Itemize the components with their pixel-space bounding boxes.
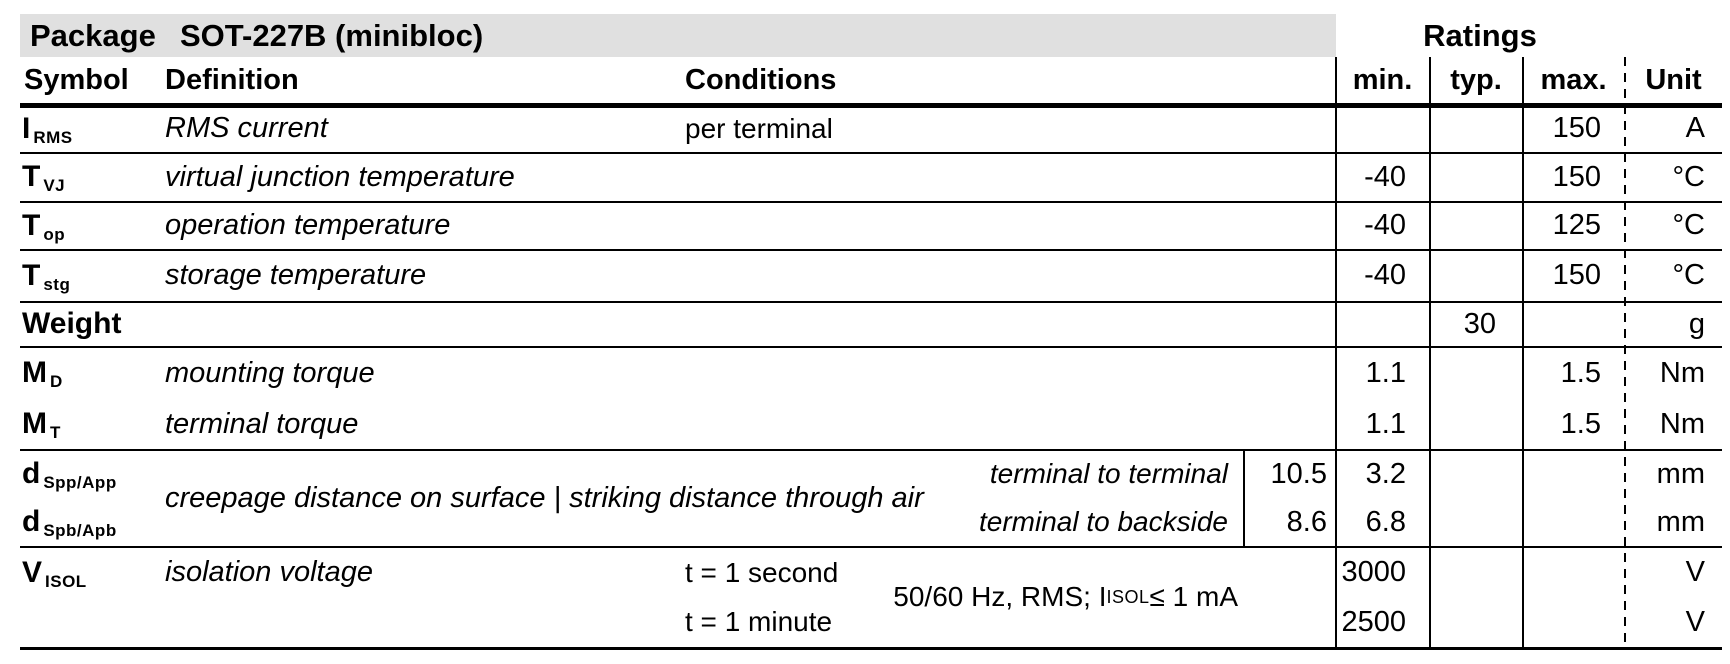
symbol-subscript: Spp/App	[43, 473, 117, 492]
conditions-cell: t = 1 minute	[685, 606, 833, 637]
shared-condition-subscript: ISOL	[1106, 586, 1150, 607]
symbol-base: Weight	[22, 307, 122, 340]
max-cell: 150	[1552, 112, 1601, 144]
unit-cell: A	[1685, 112, 1705, 144]
symbol-base: d	[22, 505, 41, 538]
min-cell: -40	[1364, 160, 1406, 193]
ratings-label: Ratings	[1423, 17, 1537, 53]
min-cell: 6.8	[1365, 505, 1406, 538]
symbol-cell	[22, 250, 70, 301]
definition-cell: virtual junction temperature	[165, 160, 515, 193]
symbol-cell	[22, 498, 117, 546]
typ-cell	[1430, 153, 1496, 201]
max-cell: 150	[1552, 259, 1601, 291]
symbol-base: T	[22, 160, 41, 193]
conditions-cell: per terminal	[685, 112, 833, 144]
typ-cell	[1430, 105, 1496, 152]
unit-cell: Nm	[1659, 356, 1705, 389]
max-cell: 125	[1552, 209, 1601, 241]
unit-cell: °C	[1672, 209, 1705, 241]
symbol-base: I	[22, 111, 31, 145]
symbol-subscript: D	[50, 372, 63, 391]
definition-cell: terminal torque	[165, 407, 359, 440]
symbol-cell	[22, 399, 61, 449]
symbol-base: d	[22, 457, 41, 490]
symbol-cell	[22, 202, 65, 249]
typ-cell	[1430, 348, 1496, 398]
symbol-subscript: stg	[43, 274, 71, 294]
unit-cell: V	[1685, 605, 1705, 638]
unit-cell: V	[1685, 556, 1705, 588]
symbol-cell	[22, 153, 65, 201]
max-cell: 150	[1552, 160, 1601, 193]
col-header-symbol: Symbol	[24, 63, 129, 96]
symbol-subscript: VJ	[43, 176, 66, 195]
col-header-unit: Unit	[1645, 63, 1702, 96]
col-header-definition: Definition	[165, 63, 299, 96]
definition-cell: RMS current	[165, 112, 328, 144]
definition-cell: operation temperature	[165, 209, 451, 241]
symbol-cell	[22, 348, 63, 398]
symbol-subscript: T	[50, 423, 61, 442]
unit-cell: mm	[1656, 505, 1705, 538]
unit-cell: °C	[1672, 160, 1705, 193]
distance-cell: 8.6	[1286, 505, 1327, 538]
min-cell: 3.2	[1365, 457, 1406, 490]
definition-cell: creepage distance on surface | striking distance through air	[165, 482, 924, 514]
symbol-subscript: op	[43, 224, 66, 244]
symbol-cell	[22, 450, 117, 498]
min-cell: 1.1	[1365, 356, 1406, 389]
package-label: Package	[30, 17, 156, 53]
symbol-base: T	[22, 208, 41, 242]
min-cell: -40	[1364, 209, 1406, 241]
package-value: SOT-227B (minibloc)	[180, 17, 484, 53]
bottom-rule	[20, 647, 1722, 650]
symbol-base: V	[22, 555, 43, 589]
min-cell: 1.1	[1365, 407, 1406, 440]
typ-cell	[1430, 202, 1496, 249]
max-cell: 1.5	[1560, 356, 1601, 389]
max-cell	[1523, 302, 1601, 346]
symbol-subscript: RMS	[33, 127, 73, 147]
symbol-subscript: ISOL	[45, 571, 87, 591]
unit-cell: °C	[1672, 259, 1705, 291]
conditions-cell: terminal to backside	[978, 506, 1228, 537]
min-cell	[1336, 302, 1406, 346]
symbol-base: M	[22, 356, 47, 389]
symbol-cell	[22, 548, 87, 597]
unit-cell: Nm	[1659, 407, 1705, 440]
typ-cell: 30	[1463, 307, 1496, 340]
definition-cell: storage temperature	[165, 259, 427, 291]
shared-condition-suffix: ≤ 1 mA	[1149, 581, 1238, 612]
definition-cell: mounting torque	[165, 356, 375, 389]
col-header-typ: typ.	[1450, 63, 1502, 96]
col-header-max: max.	[1540, 63, 1607, 96]
symbol-cell	[22, 105, 73, 152]
min-cell: -40	[1364, 259, 1406, 291]
unit-cell: g	[1688, 307, 1705, 340]
distance-cell: 10.5	[1270, 457, 1327, 490]
typ-cell	[1430, 399, 1496, 449]
typ-cell	[1430, 250, 1496, 301]
conditions-cell: t = 1 second	[685, 556, 839, 588]
shared-condition-cell	[700, 547, 1238, 647]
shared-condition-prefix: 50/60 Hz, RMS; I	[893, 581, 1107, 612]
symbol-base: T	[22, 258, 41, 292]
symbol-subscript: Spb/Apb	[43, 521, 117, 540]
symbol-base: M	[22, 407, 47, 440]
max-cell: 1.5	[1560, 407, 1601, 440]
definition-cell: isolation voltage	[165, 556, 373, 588]
col-header-min: min.	[1352, 63, 1413, 96]
unit-cell: mm	[1656, 457, 1705, 490]
min-cell	[1336, 105, 1406, 152]
symbol-cell	[22, 302, 124, 346]
col-header-conditions: Conditions	[685, 63, 837, 96]
min-cell: 3000	[1341, 556, 1406, 588]
min-cell: 2500	[1341, 605, 1406, 638]
conditions-cell: terminal to terminal	[989, 458, 1228, 489]
